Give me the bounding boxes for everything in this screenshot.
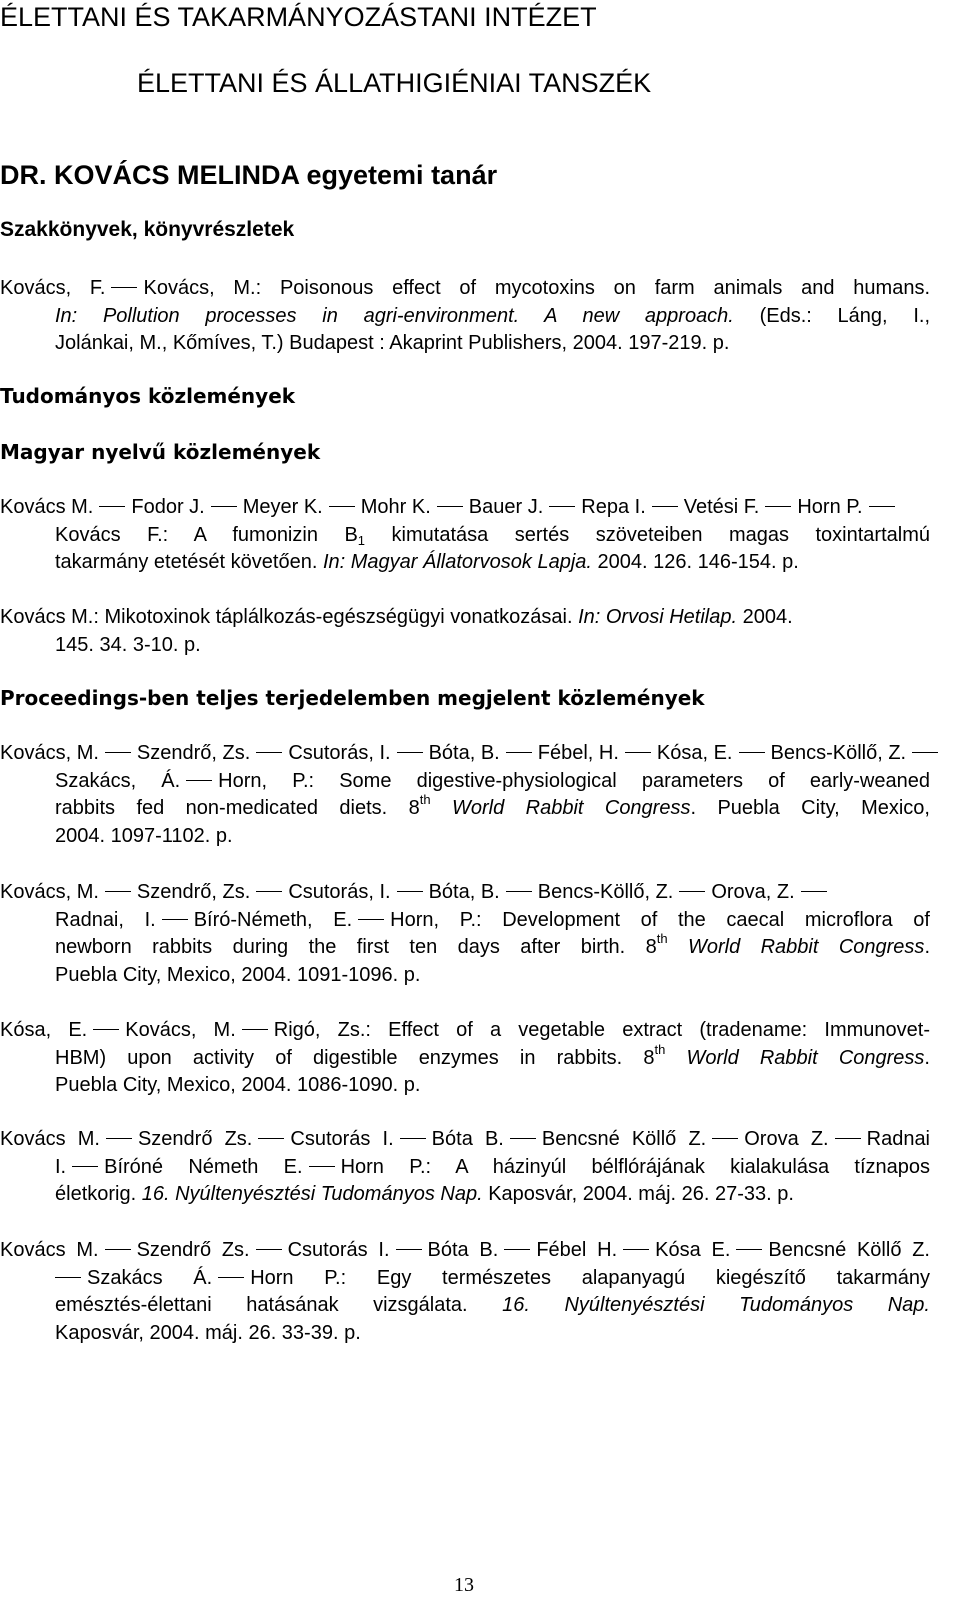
ref-line: emésztés-élettani hatásának vizsgálata. 16. Nyúltenyésztési Tudományos Nap.: [55, 1294, 930, 1316]
ref-line: newborn rabbits during the first ten days after birth. 8th World Rabbit Congress.: [55, 931, 930, 958]
reference-8: [0, 1237, 930, 1347]
reference-5: [0, 879, 930, 989]
ref-line: takarmány etetését követően. In: Magyar Állatorvosok Lapja. 2004. 126. 146-154. p.: [55, 551, 799, 573]
ref-line: életkorig. 16. Nyúltenyésztési Tudományos Nap. Kaposvár, 2004. máj. 26. 27-33. p.: [55, 1183, 794, 1205]
institute-heading: ÉLETTANI ÉS TAKARMÁNYOZÁSTANI INTÉZET: [0, 2, 597, 32]
ref-line: 145. 34. 3-10. p.: [55, 633, 201, 656]
department-heading: ÉLETTANI ÉS ÁLLATHIGIÉNIAI TANSZÉK: [137, 68, 652, 98]
ref-authors-line: Kovács, M. Szendrő, Zs. Csutorás, I. Bóta, B. Bencs-Köllő, Z. Orova, Z.: [0, 879, 930, 907]
section-books-heading: Szakkönyvek, könyvrészletek: [0, 218, 295, 241]
ref-line: Kovács M.: Mikotoxinok táplálkozás-egészségügyi vonatkozásai. In: Orvosi Hetilap. 2004.: [0, 606, 793, 628]
ref-line: HBM) upon activity of digestible enzymes in rabbits. 8th World Rabbit Congress.: [55, 1041, 930, 1069]
ref-line: In: Pollution processes in agri-environment. A new approach. (Eds.: Láng, I.,: [55, 304, 931, 327]
ref-line: rabbits fed non-medicated diets. 8th World Rabbit Congress. Puebla City, Mexico,: [55, 792, 930, 819]
ref-line: Kovács, F. Kovács, M.: Poisonous effect of mycotoxins on farm animals and humans.: [0, 277, 930, 299]
ref-line: Szakács Á. Horn P.: Egy természetes alapanyagú kiegészítő takarmány: [0, 1265, 930, 1293]
page-number: 13: [454, 1574, 474, 1596]
ref-line: Puebla City, Mexico, 2004. 1091-1096. p.: [55, 963, 421, 986]
ref-line: I. Bíróné Németh E. Horn P.: A házinyúl bélflórájának kialakulása tíznapos: [55, 1155, 930, 1178]
ref-line: Kósa, E. Kovács, M. Rigó, Zs.: Effect of a vegetable extract (tradename: Immunovet-: [0, 1019, 930, 1041]
ref-line: Szakács, Á. Horn, P.: Some digestive-physiological parameters of early-weaned: [55, 769, 930, 792]
section-hungarian-heading: Magyar nyelvű közlemények: [0, 440, 321, 464]
reference-3: [0, 604, 930, 659]
ref-line: Kovács F.: A fumonizin $B_1$ kimutatása sertés szöveteiben magas toxintartalmú: [55, 523, 930, 548]
ref-line: 2004. 1097-1102. p.: [55, 824, 233, 847]
ref-authors-line: Kovács M. Fodor J. Meyer K. Mohr K. Bauer J. Repa I. Vetési F. Horn P.: [0, 494, 930, 522]
ref-authors-line: Kovács M. Szendrő Zs. Csutorás I. Bóta B. Fébel H. Kósa E. Bencsné Köllő Z.: [0, 1239, 930, 1261]
reference-1: [0, 275, 930, 358]
section-scientific-heading: Tudományos közlemények: [0, 384, 296, 408]
person-heading: DR. KOVÁCS MELINDA egyetemi tanár: [0, 160, 498, 190]
ref-line: Radnai, I. Bíró-Németh, E. Horn, P.: Development of the caecal microflora of: [55, 908, 930, 931]
ref-line: Puebla City, Mexico, 2004. 1086-1090. p.: [55, 1074, 421, 1096]
ref-line: Jolánkai, M., Kőmíves, T.) Budapest : Akaprint Publishers, 2004. 197-219. p.: [55, 332, 730, 354]
ref-authors-line: Kovács M. Szendrő Zs. Csutorás I. Bóta B. Bencsné Köllő Z. Orova Z. Radnai: [0, 1128, 931, 1150]
ref-authors-line: Kovács, M. Szendrő, Zs. Csutorás, I. Bóta, B. Fébel, H. Kósa, E. Bencs-Köllő, Z.: [0, 740, 930, 768]
section-proceedings-heading: Proceedings-ben teljes terjedelemben megjelent közlemények: [0, 686, 705, 710]
reference-4: [0, 740, 930, 850]
reference-7: [0, 1126, 930, 1209]
reference-6: [0, 1017, 930, 1100]
ref-line: Kaposvár, 2004. máj. 26. 33-39. p.: [55, 1321, 361, 1344]
reference-2: [0, 494, 930, 577]
